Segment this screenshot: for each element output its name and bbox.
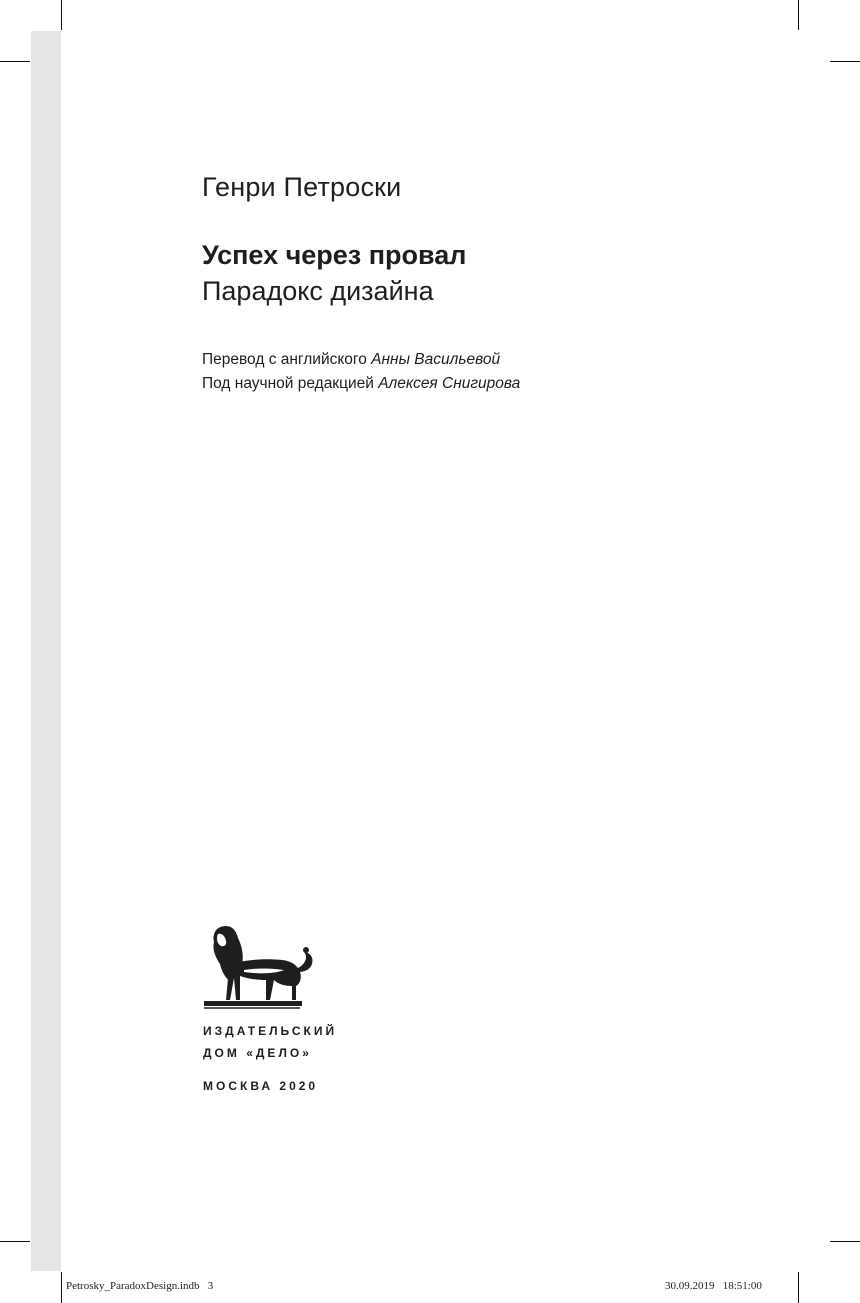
city-year: МОСКВА 2020: [203, 1079, 319, 1093]
crop-mark: [61, 1272, 62, 1303]
page-edge-strip: [31, 31, 61, 1271]
crop-mark: [830, 1241, 860, 1242]
crop-mark: [798, 0, 799, 30]
author-name: Генри Петроски: [202, 172, 402, 202]
publisher-line-2: ДОМ «ДЕЛО»: [203, 1046, 312, 1060]
crop-mark: [0, 1241, 30, 1242]
footer-file-info: Petrosky_ParadoxDesign.indb 3: [66, 1280, 214, 1292]
credits-block: [202, 348, 520, 396]
book-subtitle: Парадокс дизайна: [202, 276, 434, 306]
crop-mark: [61, 0, 62, 30]
crop-mark: [0, 61, 30, 62]
publisher-name: [203, 1020, 337, 1064]
editor-name: Алексея Снигирова: [378, 375, 521, 392]
publisher-line-1: ИЗДАТЕЛЬСКИЙ: [203, 1024, 338, 1038]
editor-prefix: Под научной редакцией: [202, 375, 379, 392]
translation-prefix: Перевод с английского: [202, 351, 372, 368]
footer-timestamp: 30.09.2019 18:51:00: [665, 1280, 762, 1292]
translation-credit: [202, 348, 520, 372]
crop-mark: [830, 61, 860, 62]
translator-name: Анны Васильевой: [371, 351, 501, 368]
lion-on-book-icon: [204, 920, 324, 1012]
crop-mark: [798, 1272, 799, 1303]
editor-credit: [202, 372, 520, 396]
book-title: Успех через провал: [202, 240, 467, 270]
